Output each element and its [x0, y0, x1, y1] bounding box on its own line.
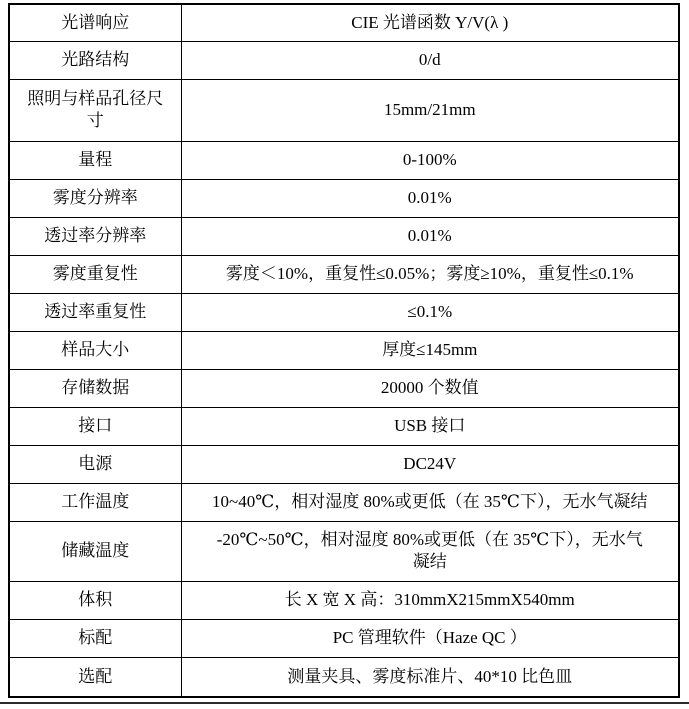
spec-value: 0.01% [181, 217, 679, 255]
table-row [9, 483, 679, 521]
spec-value: 长 X 宽 X 高：310mmX215mmX540mm [181, 581, 679, 619]
spec-value: 15mm/21mm [181, 79, 679, 141]
spec-value: 10~40℃，相对湿度 80%或更低（在 35℃下），无水气凝结 [181, 483, 679, 521]
spec-label: 工作温度 [9, 483, 181, 521]
spec-value: 20000 个数值 [181, 369, 679, 407]
spec-label: 雾度分辨率 [9, 179, 181, 217]
spec-label: 光路结构 [9, 41, 181, 79]
spec-label: 照明与样品孔径尺寸 [9, 79, 181, 141]
table-row [9, 179, 679, 217]
table-row [9, 407, 679, 445]
table-row [9, 331, 679, 369]
page-bottom-rule [0, 702, 689, 704]
spec-label: 接口 [9, 407, 181, 445]
spec-label: 雾度重复性 [9, 255, 181, 293]
spec-value: 雾度＜10%，重复性≤0.05%；雾度≥10%，重复性≤0.1% [181, 255, 679, 293]
spec-value: CIE 光谱函数 Y/V(λ ) [181, 4, 679, 41]
spec-table [8, 3, 680, 698]
spec-value: DC24V [181, 445, 679, 483]
spec-value: 0/d [181, 41, 679, 79]
table-row [9, 79, 679, 141]
spec-label: 存储数据 [9, 369, 181, 407]
table-row [9, 217, 679, 255]
spec-label: 透过率分辨率 [9, 217, 181, 255]
table-row [9, 4, 679, 41]
spec-value: PC 管理软件（Haze QC ） [181, 619, 679, 657]
spec-label: 储藏温度 [9, 521, 181, 581]
spec-value: 厚度≤145mm [181, 331, 679, 369]
table-row [9, 41, 679, 79]
table-row [9, 141, 679, 179]
spec-label: 标配 [9, 619, 181, 657]
spec-label: 选配 [9, 657, 181, 697]
spec-label: 样品大小 [9, 331, 181, 369]
spec-value: ≤0.1% [181, 293, 679, 331]
table-row [9, 369, 679, 407]
table-row [9, 657, 679, 697]
spec-label: 量程 [9, 141, 181, 179]
spec-value: 0.01% [181, 179, 679, 217]
spec-label: 体积 [9, 581, 181, 619]
table-row [9, 619, 679, 657]
spec-value: 测量夹具、雾度标准片、40*10 比色皿 [181, 657, 679, 697]
spec-label: 电源 [9, 445, 181, 483]
spec-value: -20℃~50℃，相对湿度 80%或更低（在 35℃下），无水气凝结 [181, 521, 679, 581]
spec-value: 0-100% [181, 141, 679, 179]
table-row [9, 445, 679, 483]
spec-label: 透过率重复性 [9, 293, 181, 331]
table-row [9, 255, 679, 293]
spec-value: USB 接口 [181, 407, 679, 445]
table-row [9, 521, 679, 581]
spec-label: 光谱响应 [9, 4, 181, 41]
table-row [9, 581, 679, 619]
table-row [9, 293, 679, 331]
